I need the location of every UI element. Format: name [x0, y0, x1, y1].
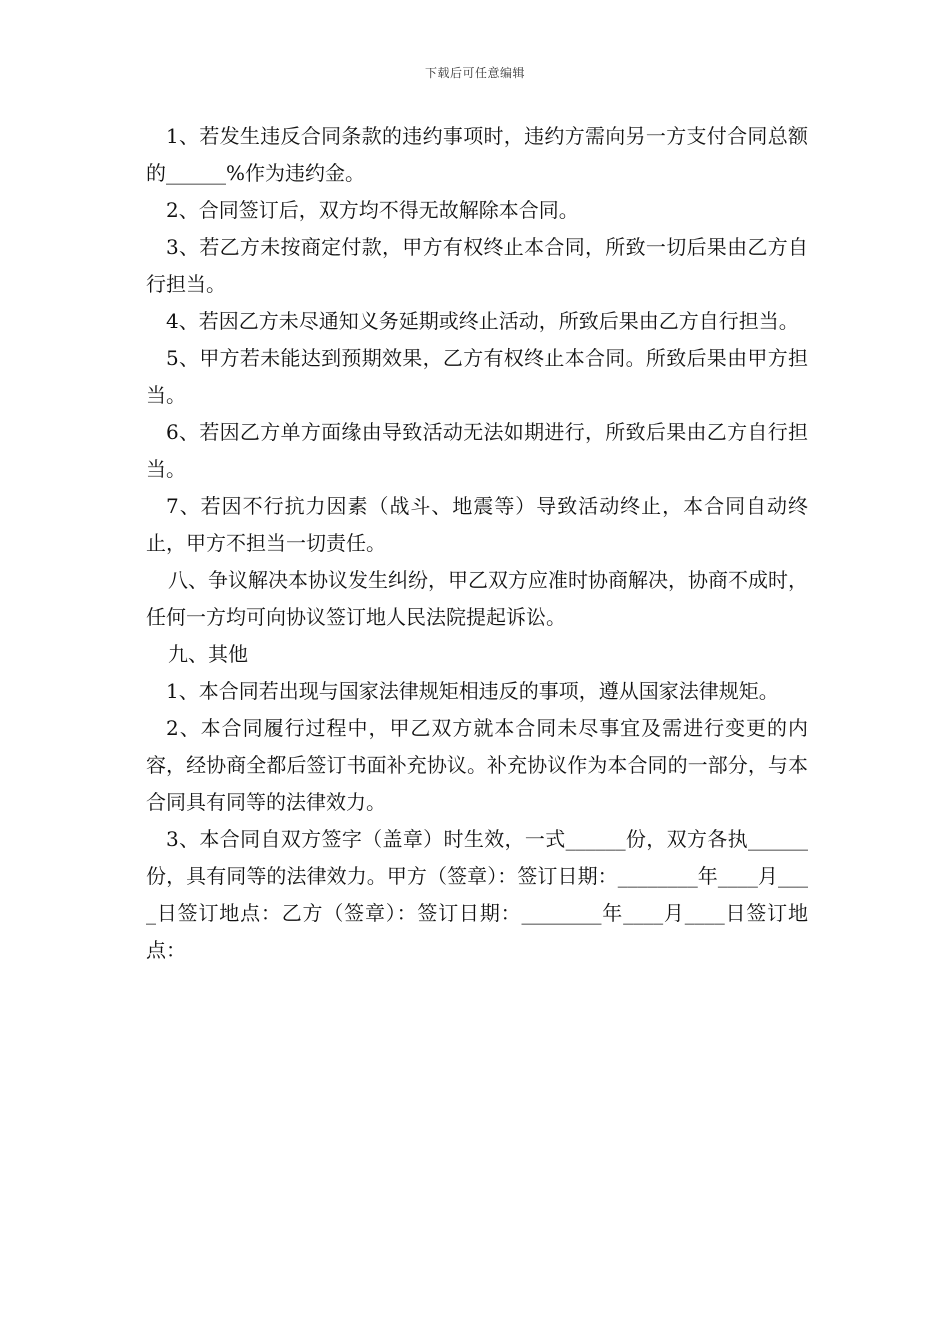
clause-4-notification: 4、若因乙方未尽通知义务延期或终止活动，所致后果由乙方自行担当。	[166, 309, 799, 333]
clause-2-no-termination: 2、合同签订后，双方均不得无故解除本合同。	[166, 198, 579, 222]
other-clause-1-law: 1、本合同若出现与国家法律规矩相违反的事项，遵从国家法律规矩。	[166, 679, 779, 703]
clause-3-payment: 3、若乙方未按商定付款，甲方有权终止本合同，所致一切后果由乙方自行担当。	[146, 235, 808, 296]
section-8-dispute: 八、争议解决本协议发生纠纷，甲乙双方应准时协商解决，协商不成时，任何一方均可向协议签订地人民法院提起诉讼。	[146, 568, 808, 629]
clause-5-expected-effect: 5、甲方若未能达到预期效果，乙方有权终止本合同。所致后果由甲方担当。	[146, 346, 808, 407]
clause-1-penalty: 1、若发生违反合同条款的违约事项时，违约方需向另一方支付合同总额的______%作为违约金。	[146, 124, 808, 185]
clause-7-force-majeure: 7、若因不行抗力因素（战斗、地震等）导致活动终止，本合同自动终止，甲方不担当一切责任。	[146, 494, 808, 555]
other-clause-2-supplement: 2、本合同履行过程中，甲乙双方就本合同未尽事宜及需进行变更的内容，经协商全都后签订书面补充协议。补充协议作为本合同的一部分，与本合同具有同等的法律效力。	[146, 716, 808, 814]
page-header: 下载后可任意编辑	[424, 66, 525, 80]
other-clause-3-signatures: 3、本合同自双方签字（盖章）时生效，一式______份，双方各执______份，具有同等的法律效力。甲方（签章）：签订日期：________年____月____日签订地点：乙方（签章）：签订日期：________年____月____日签订地点：	[146, 827, 808, 962]
clause-6-unilateral: 6、若因乙方单方面缘由导致活动无法如期进行，所致后果由乙方自行担当。	[146, 420, 808, 481]
document-body	[146, 118, 808, 969]
section-9-heading: 九、其他	[168, 642, 248, 666]
